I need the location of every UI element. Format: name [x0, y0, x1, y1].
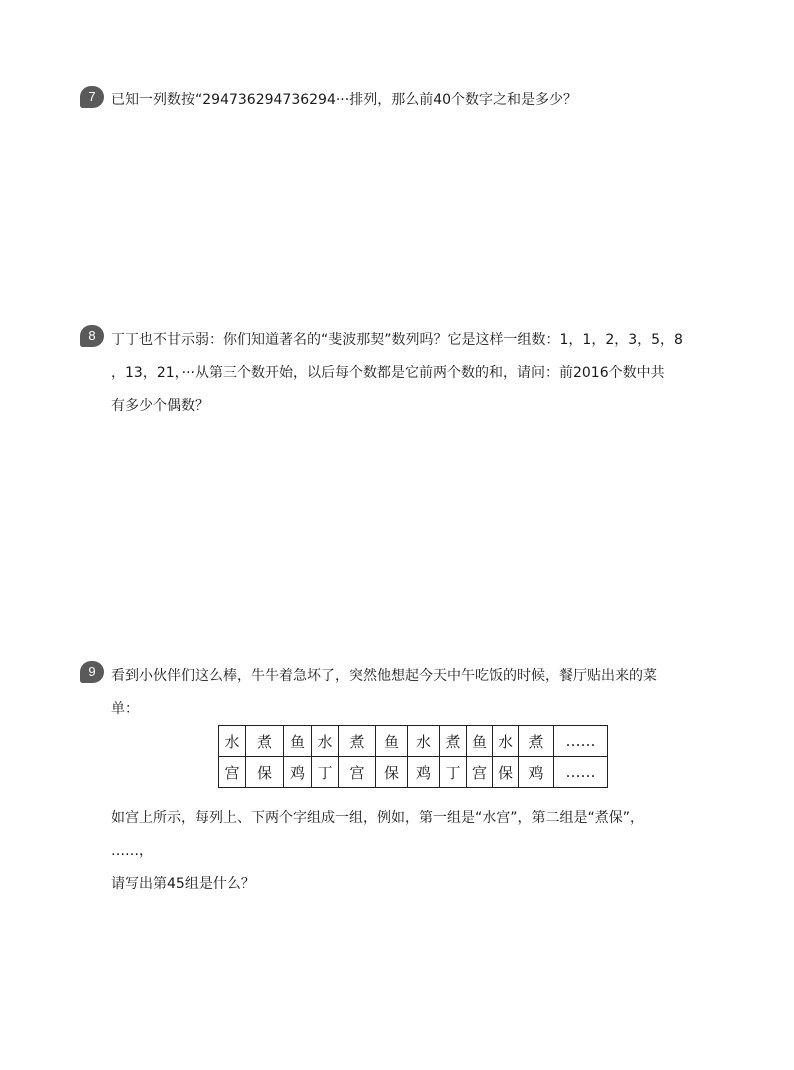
menu-cell: 水: [408, 726, 440, 757]
menu-cell: 鱼: [467, 726, 493, 757]
menu-bottom-row: [219, 757, 608, 788]
menu-cell: 鸡: [284, 757, 312, 788]
menu-cell: 保: [493, 757, 519, 788]
menu-cell: 水: [219, 726, 246, 757]
menu-cell: 鸡: [408, 757, 440, 788]
menu-cell: 宫: [219, 757, 246, 788]
menu-cell: 煮: [339, 726, 376, 757]
question-9-after-line-2: ……，: [111, 843, 153, 859]
question-8-line-1: 丁丁也不甘示弱：你们知道著名的“斐波那契”数列吗？它是这样一组数：1，1，2，3，5，8: [111, 332, 683, 348]
menu-cell: 宫: [339, 757, 376, 788]
menu-table: [218, 725, 608, 788]
menu-cell: 鸡: [519, 757, 554, 788]
menu-cell: 丁: [312, 757, 339, 788]
question-9-after-line-1: 如宫上所示，每列上、下两个字组成一组，例如，第一组是“水宫”，第二组是“煮保”，: [111, 810, 645, 826]
question-9-intro-line-2: 单：: [111, 701, 139, 717]
question-7-text: 已知一列数按“294736294736294···排列，那么前40个数字之和是多少？: [111, 92, 578, 108]
menu-top-row: [219, 726, 608, 757]
question-8-badge: 8: [80, 325, 104, 347]
menu-cell: 保: [246, 757, 284, 788]
question-8-line-3: 有多少个偶数？: [111, 398, 209, 414]
menu-cell: 丁: [440, 757, 467, 788]
menu-cell: 鱼: [376, 726, 408, 757]
question-9-badge: 9: [80, 661, 104, 683]
question-7-badge: 7: [80, 86, 104, 108]
menu-cell: 煮: [440, 726, 467, 757]
question-9-intro-line-1: 看到小伙伴们这么棒，牛牛着急坏了，突然他想起今天中午吃饭的时候，餐厅贴出来的菜: [111, 668, 657, 684]
menu-cell: 水: [312, 726, 339, 757]
menu-cell: 煮: [519, 726, 554, 757]
menu-cell: ……: [554, 757, 608, 788]
menu-cell: 水: [493, 726, 519, 757]
menu-cell: 保: [376, 757, 408, 788]
menu-cell: 宫: [467, 757, 493, 788]
menu-cell: 煮: [246, 726, 284, 757]
menu-cell: 鱼: [284, 726, 312, 757]
question-8-line-2: ，13，21，···从第三个数开始，以后每个数都是它前两个数的和，请问：前2016个数中共: [111, 365, 665, 381]
menu-cell: ……: [554, 726, 608, 757]
question-9-after-line-3: 请写出第45组是什么？: [111, 876, 255, 892]
